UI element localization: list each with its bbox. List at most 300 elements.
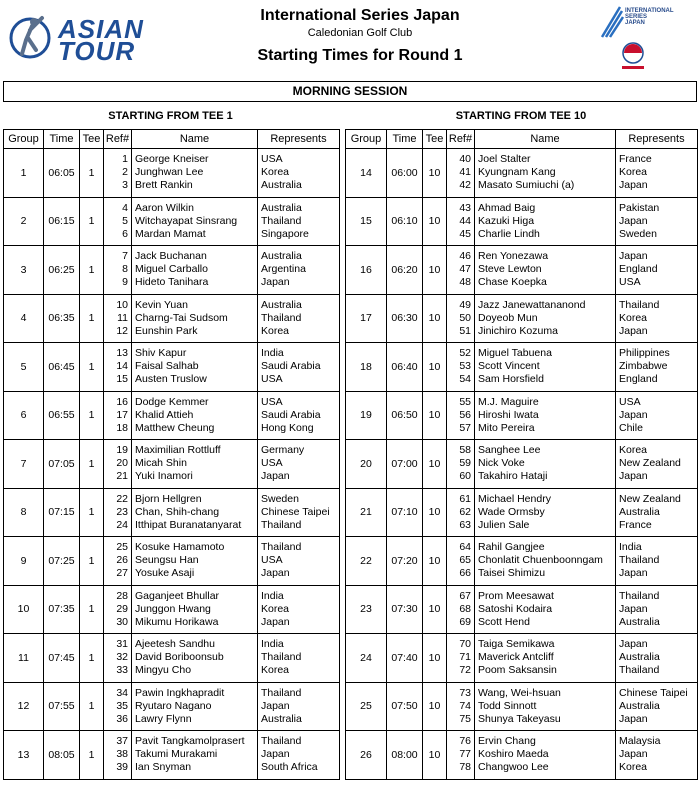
player-country: New Zealand xyxy=(619,492,681,505)
player-ref: 47 xyxy=(459,263,471,276)
player-name: Junghwan Lee xyxy=(135,166,204,179)
player-name: Yosuke Asaji xyxy=(135,567,195,580)
player-name: Faisal Salhab xyxy=(135,360,199,373)
tee-number: 10 xyxy=(423,149,447,198)
player-name: Wang, Wei-hsuan xyxy=(478,686,561,699)
player-ref: 76 xyxy=(459,735,471,748)
series-line-2: SERIES xyxy=(625,14,648,20)
ref-cell xyxy=(104,682,132,731)
ref-cell xyxy=(447,440,475,489)
represents-cell xyxy=(616,391,698,440)
tee-time: 07:40 xyxy=(387,634,423,683)
group-number: 2 xyxy=(4,197,44,246)
player-name: Matthew Cheung xyxy=(135,421,215,434)
player-ref: 12 xyxy=(116,324,128,337)
player-name: Changwoo Lee xyxy=(478,761,549,774)
col-group: Group xyxy=(346,130,387,149)
player-name: Kazuki Higa xyxy=(478,214,535,227)
player-country: Thailand xyxy=(619,554,660,567)
tee-number: 1 xyxy=(80,440,104,489)
player-name: Nick Voke xyxy=(478,457,525,470)
international-series-text xyxy=(625,8,674,26)
tee-number: 10 xyxy=(423,246,447,295)
represents-cell xyxy=(258,149,340,198)
player-ref: 32 xyxy=(116,651,128,664)
tee-number: 10 xyxy=(423,731,447,780)
group-row xyxy=(346,391,698,440)
tee-time: 07:25 xyxy=(44,537,80,586)
player-ref: 60 xyxy=(459,470,471,483)
player-name: Miguel Tabuena xyxy=(478,347,552,360)
ref-cell xyxy=(447,294,475,343)
tee-number: 10 xyxy=(423,343,447,392)
player-names-cell xyxy=(475,634,616,683)
player-country: Korea xyxy=(619,166,648,179)
player-country: England xyxy=(619,373,658,386)
player-name: Steve Lewton xyxy=(478,263,542,276)
tee-number: 10 xyxy=(423,294,447,343)
col-name: Name xyxy=(132,130,258,149)
col-group: Group xyxy=(4,130,44,149)
tee-time: 07:35 xyxy=(44,585,80,634)
tee-time: 08:05 xyxy=(44,731,80,780)
group-number: 24 xyxy=(346,634,387,683)
player-country: England xyxy=(619,263,658,276)
player-country: India xyxy=(261,638,284,651)
group-number: 5 xyxy=(4,343,44,392)
represents-cell xyxy=(616,440,698,489)
player-ref: 46 xyxy=(459,250,471,263)
player-ref: 33 xyxy=(116,664,128,677)
tee-number: 10 xyxy=(423,197,447,246)
player-country: USA xyxy=(261,153,283,166)
tee-number: 1 xyxy=(80,585,104,634)
player-names-cell xyxy=(475,343,616,392)
tee-number: 1 xyxy=(80,682,104,731)
represents-cell xyxy=(616,246,698,295)
player-ref: 14 xyxy=(116,360,128,373)
player-ref: 66 xyxy=(459,567,471,580)
player-country: Japan xyxy=(261,615,290,628)
group-row xyxy=(346,246,698,295)
group-number: 19 xyxy=(346,391,387,440)
player-country: Thailand xyxy=(261,651,302,664)
player-name: Austen Truslow xyxy=(135,373,207,386)
ref-cell xyxy=(447,343,475,392)
player-ref: 74 xyxy=(459,699,471,712)
player-name: Mardan Mamat xyxy=(135,227,206,240)
player-ref: 62 xyxy=(459,505,471,518)
player-country: Saudi Arabia xyxy=(261,360,321,373)
tee-time: 08:00 xyxy=(387,731,423,780)
tee-number: 1 xyxy=(80,149,104,198)
tee-time: 06:20 xyxy=(387,246,423,295)
player-country: Zimbabwe xyxy=(619,360,668,373)
tee-number: 10 xyxy=(423,634,447,683)
player-name: Taiga Semikawa xyxy=(478,638,555,651)
player-country: Singapore xyxy=(261,227,309,240)
player-ref: 53 xyxy=(459,360,471,373)
represents-cell xyxy=(616,682,698,731)
player-ref: 44 xyxy=(459,214,471,227)
ref-cell xyxy=(104,197,132,246)
tee-number: 10 xyxy=(423,488,447,537)
player-name: Micah Shin xyxy=(135,457,187,470)
tee-time: 06:35 xyxy=(44,294,80,343)
player-ref: 63 xyxy=(459,518,471,531)
tee-time: 07:05 xyxy=(44,440,80,489)
ref-cell xyxy=(104,343,132,392)
session-banner: MORNING SESSION xyxy=(3,81,697,102)
group-number: 15 xyxy=(346,197,387,246)
player-names-cell xyxy=(475,294,616,343)
player-ref: 35 xyxy=(116,699,128,712)
tee-time: 06:45 xyxy=(44,343,80,392)
player-country: Japan xyxy=(619,214,648,227)
tee-number: 10 xyxy=(423,537,447,586)
tee-time: 06:30 xyxy=(387,294,423,343)
group-row xyxy=(4,585,340,634)
represents-cell xyxy=(616,294,698,343)
group-number: 14 xyxy=(346,149,387,198)
player-names-cell xyxy=(475,149,616,198)
player-ref: 22 xyxy=(116,492,128,505)
player-ref: 30 xyxy=(116,615,128,628)
player-name: Ajeetesh Sandhu xyxy=(135,638,215,651)
player-country: Japan xyxy=(619,179,648,192)
ref-cell xyxy=(104,634,132,683)
player-country: Japan xyxy=(619,408,648,421)
player-name: Khalid Attieh xyxy=(135,408,194,421)
player-names-cell xyxy=(475,197,616,246)
player-name: David Boriboonsub xyxy=(135,651,224,664)
tee-time: 07:30 xyxy=(387,585,423,634)
group-row xyxy=(346,488,698,537)
player-ref: 31 xyxy=(116,638,128,651)
player-country: Japan xyxy=(619,712,648,725)
player-country: Chile xyxy=(619,421,643,434)
player-names-cell xyxy=(132,343,258,392)
ref-cell xyxy=(447,682,475,731)
player-ref: 20 xyxy=(116,457,128,470)
player-country: Korea xyxy=(261,324,290,337)
player-country: Japan xyxy=(261,699,290,712)
player-country: Korea xyxy=(261,602,290,615)
group-row xyxy=(4,440,340,489)
player-name: Maximilian Rottluff xyxy=(135,444,221,457)
player-name: Koshiro Maeda xyxy=(478,748,549,761)
player-country: New Zealand xyxy=(619,457,681,470)
player-name: Brett Rankin xyxy=(135,179,193,192)
represents-cell xyxy=(616,634,698,683)
player-country: Japan xyxy=(261,567,290,580)
player-names-cell xyxy=(132,440,258,489)
player-ref: 10 xyxy=(116,298,128,311)
player-name: Charng-Tai Sudsom xyxy=(135,311,228,324)
group-row xyxy=(346,440,698,489)
player-name: Dodge Kemmer xyxy=(135,395,209,408)
group-number: 12 xyxy=(4,682,44,731)
group-number: 16 xyxy=(346,246,387,295)
player-ref: 54 xyxy=(459,373,471,386)
tee-number: 1 xyxy=(80,391,104,440)
player-name: Ahmad Baig xyxy=(478,201,536,214)
player-ref: 39 xyxy=(116,761,128,774)
group-row xyxy=(346,634,698,683)
player-country: Japan xyxy=(261,748,290,761)
player-name: Shunya Takeyasu xyxy=(478,712,561,725)
col-ref: Ref# xyxy=(447,130,475,149)
col-time: Time xyxy=(44,130,80,149)
player-ref: 77 xyxy=(459,748,471,761)
player-name: Lawry Flynn xyxy=(135,712,192,725)
tee-time: 07:55 xyxy=(44,682,80,731)
col-represents: Represents xyxy=(258,130,340,149)
golfer-icon xyxy=(8,10,56,62)
group-row xyxy=(346,343,698,392)
represents-cell xyxy=(258,682,340,731)
player-country: Thailand xyxy=(261,686,302,699)
player-country: Malaysia xyxy=(619,735,661,748)
player-ref: 7 xyxy=(122,250,128,263)
group-number: 23 xyxy=(346,585,387,634)
player-ref: 55 xyxy=(459,395,471,408)
player-country: USA xyxy=(619,395,641,408)
player-ref: 64 xyxy=(459,541,471,554)
player-ref: 37 xyxy=(116,735,128,748)
player-name: Wade Ormsby xyxy=(478,505,545,518)
player-country: USA xyxy=(261,395,283,408)
player-country: Hong Kong xyxy=(261,421,314,434)
col-ref: Ref# xyxy=(104,130,132,149)
player-ref: 28 xyxy=(116,589,128,602)
player-name: Chonlatit Chuenboonngam xyxy=(478,554,603,567)
player-ref: 71 xyxy=(459,651,471,664)
represents-cell xyxy=(616,585,698,634)
player-name: Gaganjeet Bhullar xyxy=(135,589,220,602)
player-name: Todd Sinnott xyxy=(478,699,537,712)
player-name: Mito Pereira xyxy=(478,421,535,434)
player-name: Taisei Shimizu xyxy=(478,567,546,580)
tee1-heading: STARTING FROM TEE 1 xyxy=(108,110,233,122)
represents-cell xyxy=(258,197,340,246)
player-name: Aaron Wilkin xyxy=(135,201,194,214)
player-ref: 5 xyxy=(122,214,128,227)
tee-time: 06:50 xyxy=(387,391,423,440)
tee-number: 1 xyxy=(80,343,104,392)
player-name: Seungsu Han xyxy=(135,554,199,567)
player-ref: 51 xyxy=(459,324,471,337)
ref-cell xyxy=(104,731,132,780)
player-ref: 59 xyxy=(459,457,471,470)
group-row xyxy=(4,246,340,295)
player-ref: 70 xyxy=(459,638,471,651)
player-country: Korea xyxy=(261,166,290,179)
player-country: Japan xyxy=(619,602,648,615)
player-ref: 29 xyxy=(116,602,128,615)
group-row xyxy=(4,682,340,731)
tee-number: 10 xyxy=(423,391,447,440)
player-ref: 27 xyxy=(116,567,128,580)
tee-time: 06:25 xyxy=(44,246,80,295)
player-country: Australia xyxy=(619,505,660,518)
player-ref: 3 xyxy=(122,179,128,192)
group-row xyxy=(4,634,340,683)
tee10-heading: STARTING FROM TEE 10 xyxy=(455,110,587,122)
player-name: Pawin Ingkhapradit xyxy=(135,686,225,699)
tee-time: 06:10 xyxy=(387,197,423,246)
player-names-cell xyxy=(132,197,258,246)
group-row xyxy=(4,537,340,586)
player-name: Doyeob Mun xyxy=(478,311,538,324)
player-name: George Kneiser xyxy=(135,153,209,166)
tee-time: 06:15 xyxy=(44,197,80,246)
player-country: Australia xyxy=(619,699,660,712)
player-country: Sweden xyxy=(261,492,299,505)
player-name: Joel Stalter xyxy=(478,153,531,166)
player-ref: 23 xyxy=(116,505,128,518)
player-name: Mikumu Horikawa xyxy=(135,615,219,628)
player-name: Kevin Yuan xyxy=(135,298,188,311)
group-number: 22 xyxy=(346,537,387,586)
player-name: Mingyu Cho xyxy=(135,664,192,677)
represents-cell xyxy=(616,488,698,537)
player-country: Thailand xyxy=(261,311,302,324)
group-row xyxy=(346,537,698,586)
player-names-cell xyxy=(475,537,616,586)
tee-time: 06:40 xyxy=(387,343,423,392)
player-country: Philippines xyxy=(619,347,670,360)
player-names-cell xyxy=(132,391,258,440)
represents-cell xyxy=(258,585,340,634)
player-ref: 24 xyxy=(116,518,128,531)
group-number: 8 xyxy=(4,488,44,537)
player-name: Chase Koepka xyxy=(478,276,547,289)
player-country: Thailand xyxy=(261,735,302,748)
player-country: India xyxy=(619,541,642,554)
col-tee: Tee xyxy=(80,130,104,149)
group-number: 7 xyxy=(4,440,44,489)
tee-time: 07:15 xyxy=(44,488,80,537)
represents-cell xyxy=(258,440,340,489)
represents-cell xyxy=(616,149,698,198)
player-names-cell xyxy=(475,391,616,440)
player-country: Japan xyxy=(619,638,648,651)
tee-time: 07:00 xyxy=(387,440,423,489)
tee-number: 1 xyxy=(80,634,104,683)
player-name: Miguel Carballo xyxy=(135,263,208,276)
player-names-cell xyxy=(132,149,258,198)
ref-cell xyxy=(104,149,132,198)
player-name: Kyungnam Kang xyxy=(478,166,556,179)
ref-cell xyxy=(447,488,475,537)
series-line-1: INTERNATIONAL xyxy=(625,8,674,14)
player-ref: 9 xyxy=(122,276,128,289)
player-name: Jack Buchanan xyxy=(135,250,207,263)
group-row xyxy=(346,294,698,343)
player-ref: 13 xyxy=(116,347,128,360)
group-number: 9 xyxy=(4,537,44,586)
player-ref: 56 xyxy=(459,408,471,421)
player-name: Jinichiro Kozuma xyxy=(478,324,558,337)
tee1-table xyxy=(3,129,340,780)
player-name: Julien Sale xyxy=(478,518,530,531)
player-country: Chinese Taipei xyxy=(261,505,330,518)
player-country: Thailand xyxy=(619,664,660,677)
group-row xyxy=(4,294,340,343)
player-name: Takumi Murakami xyxy=(135,748,218,761)
tee-number: 1 xyxy=(80,294,104,343)
player-name: Sam Horsfield xyxy=(478,373,544,386)
player-ref: 78 xyxy=(459,761,471,774)
player-ref: 38 xyxy=(116,748,128,761)
player-name: Chan, Shih-chang xyxy=(135,505,220,518)
player-country: France xyxy=(619,153,652,166)
player-ref: 72 xyxy=(459,664,471,677)
page-subtitle: Starting Times for Round 1 xyxy=(257,47,463,64)
tee-time: 07:45 xyxy=(44,634,80,683)
player-country: Australia xyxy=(619,651,660,664)
group-row xyxy=(346,197,698,246)
player-name: Poom Saksansin xyxy=(478,664,557,677)
ref-cell xyxy=(104,391,132,440)
player-ref: 48 xyxy=(459,276,471,289)
player-name: Kosuke Hamamoto xyxy=(135,541,225,554)
player-country: Australia xyxy=(261,298,302,311)
event-title: International Series Japan xyxy=(260,7,460,24)
player-country: South Africa xyxy=(261,761,318,774)
player-name: Itthipat Buranatanyarat xyxy=(135,518,242,531)
player-names-cell xyxy=(132,585,258,634)
player-name: Masato Sumiuchi (a) xyxy=(478,179,575,192)
group-row xyxy=(4,149,340,198)
player-name: Eunshin Park xyxy=(135,324,198,337)
player-country: India xyxy=(261,347,284,360)
tee-time: 07:10 xyxy=(387,488,423,537)
ref-cell xyxy=(447,197,475,246)
player-ref: 11 xyxy=(117,311,128,324)
group-row xyxy=(346,149,698,198)
col-tee: Tee xyxy=(423,130,447,149)
player-country: Japan xyxy=(261,470,290,483)
stripes-icon xyxy=(600,5,624,39)
group-number: 17 xyxy=(346,294,387,343)
player-name: Bjorn Hellgren xyxy=(135,492,202,505)
player-country: Korea xyxy=(619,761,648,774)
player-ref: 69 xyxy=(459,615,471,628)
group-row xyxy=(346,682,698,731)
group-row xyxy=(4,391,340,440)
player-ref: 36 xyxy=(116,712,128,725)
group-number: 6 xyxy=(4,391,44,440)
player-ref: 65 xyxy=(459,554,471,567)
player-name: Charlie Lindh xyxy=(478,227,540,240)
player-names-cell xyxy=(475,488,616,537)
ref-cell xyxy=(447,391,475,440)
group-row xyxy=(4,488,340,537)
player-ref: 21 xyxy=(116,470,128,483)
player-country: Thailand xyxy=(261,541,302,554)
ref-cell xyxy=(447,537,475,586)
player-country: Korea xyxy=(619,311,648,324)
player-country: Thailand xyxy=(619,589,660,602)
player-names-cell xyxy=(475,440,616,489)
player-ref: 52 xyxy=(459,347,471,360)
player-country: USA xyxy=(619,276,641,289)
player-ref: 42 xyxy=(459,179,471,192)
player-country: USA xyxy=(261,457,283,470)
player-country: Australia xyxy=(261,179,302,192)
